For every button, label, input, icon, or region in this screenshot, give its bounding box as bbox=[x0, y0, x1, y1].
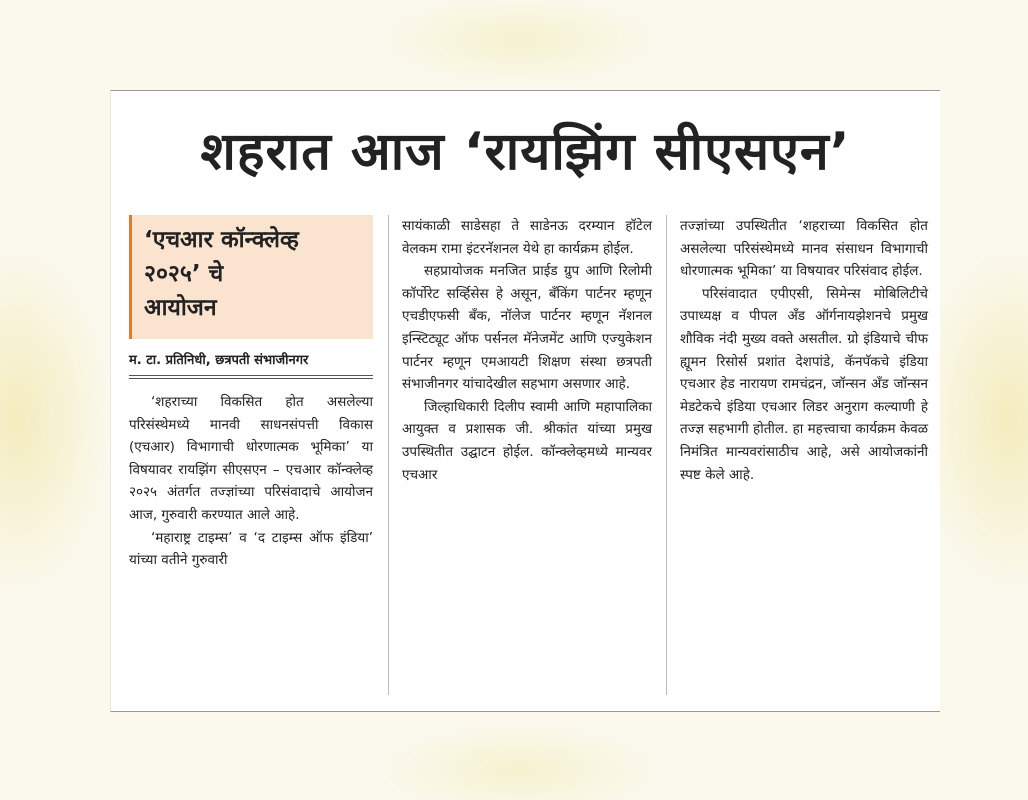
article-subheading bbox=[129, 215, 373, 339]
newspaper-clipping bbox=[110, 90, 940, 712]
article-column-2 bbox=[402, 215, 652, 486]
column-divider bbox=[388, 215, 389, 695]
article-column-3 bbox=[680, 215, 928, 486]
article-headline: शहरात आज ‘रायझिंग सीएसएन’ bbox=[200, 122, 851, 182]
byline-divider bbox=[129, 376, 373, 379]
article-paragraph: ‘शहराच्या विकसित होत असलेल्या परिसंस्थेमध्ये मानवी साधनसंपत्ती विकास (एचआर) विभागाची धोरणात्मक भूमिका’ या विषयावर रायझिंग सीएसएन – एचआर कॉन्क्लेव्ह २०२५ अंतर्गत तज्ज्ञांच्या परिसंवादाचे आयोजन आज, गुरुवारी करण्यात आले आहे. bbox=[129, 394, 373, 523]
column-divider bbox=[666, 215, 667, 695]
subheading-line: ‘एचआर कॉन्क्लेव्ह bbox=[144, 227, 299, 253]
article-paragraph: ‘महाराष्ट्र टाइम्स’ व ‘द टाइम्स ऑफ इंडिया’ यांच्या वतीने गुरुवारी bbox=[129, 529, 373, 569]
subheading-line: २०२५’ चे bbox=[144, 261, 224, 287]
article-column-1 bbox=[129, 215, 373, 572]
subheading-line: आयोजन bbox=[144, 295, 217, 321]
article-byline: म. टा. प्रतिनिधी, छत्रपती संभाजीनगर bbox=[129, 351, 373, 376]
article-paragraph: सहप्रायोजक मनजित प्राईड ग्रुप आणि रिलोमी कॉर्पोरेट सर्व्हिसेस हे असून, बँकिंग पार्टनर म्हणून एचडीएफसी बँक, नॉलेज पार्टनर म्हणून नॅशनल इन्स्टिट्यूट ऑफ पर्सनल मॅनेजमेंट आणि एज्युकेशन पार्टनर म्हणून एमआयटी शिक्षण संस्था छत्रपती संभाजीनगर यांचादेखील सहभाग असणार आहे. bbox=[402, 263, 652, 393]
article-paragraph: परिसंवादात एपीएसी, सिमेन्स मोबिलिटीचे उपाध्यक्ष व पीपल अँड ऑर्गनायझेशनचे प्रमुख शौविक नंदी मुख्य वक्ते असतील. ग्रो इंडियाचे चीफ ह्यूमन रिसोर्स प्रशांत देशपांडे, कॅनपॅकचे इंडिया एचआर हेड नारायण रामचंद्रन, जॉन्सन अँड जॉन्सन मेडटेकचे इंडिया एचआर लिडर अनुराग कल्याणी हे तज्ज्ञ सहभागी होतील. हा महत्त्वाचा कार्यक्रम केवळ निमंत्रित मान्यवरांसाठीच आहे, असे आयोजकांनी स्पष्ट केले आहे. bbox=[680, 285, 928, 483]
article-paragraph: सायंकाळी साडेसहा ते साडेनऊ दरम्यान हॉटेल वेलकम रामा इंटरनॅशनल येथे हा कार्यक्रम होईल. bbox=[402, 218, 652, 257]
article-paragraph: तज्ज्ञांच्या उपस्थितीत ‘शहराच्या विकसित होत असलेल्या परिसंस्थेमध्ये मानव संसाधन विभागाची धोरणात्मक भूमिका’ या विषयावर परिसंवाद होईल. bbox=[680, 218, 928, 280]
article-paragraph: जिल्हाधिकारी दिलीप स्वामी आणि महापालिका आयुक्त व प्रशासक जी. श्रीकांत यांच्या प्रमुख उपस्थितीत उद्घाटन होईल. कॉन्क्लेव्हमध्ये मान्यवर एचआर bbox=[402, 398, 652, 483]
